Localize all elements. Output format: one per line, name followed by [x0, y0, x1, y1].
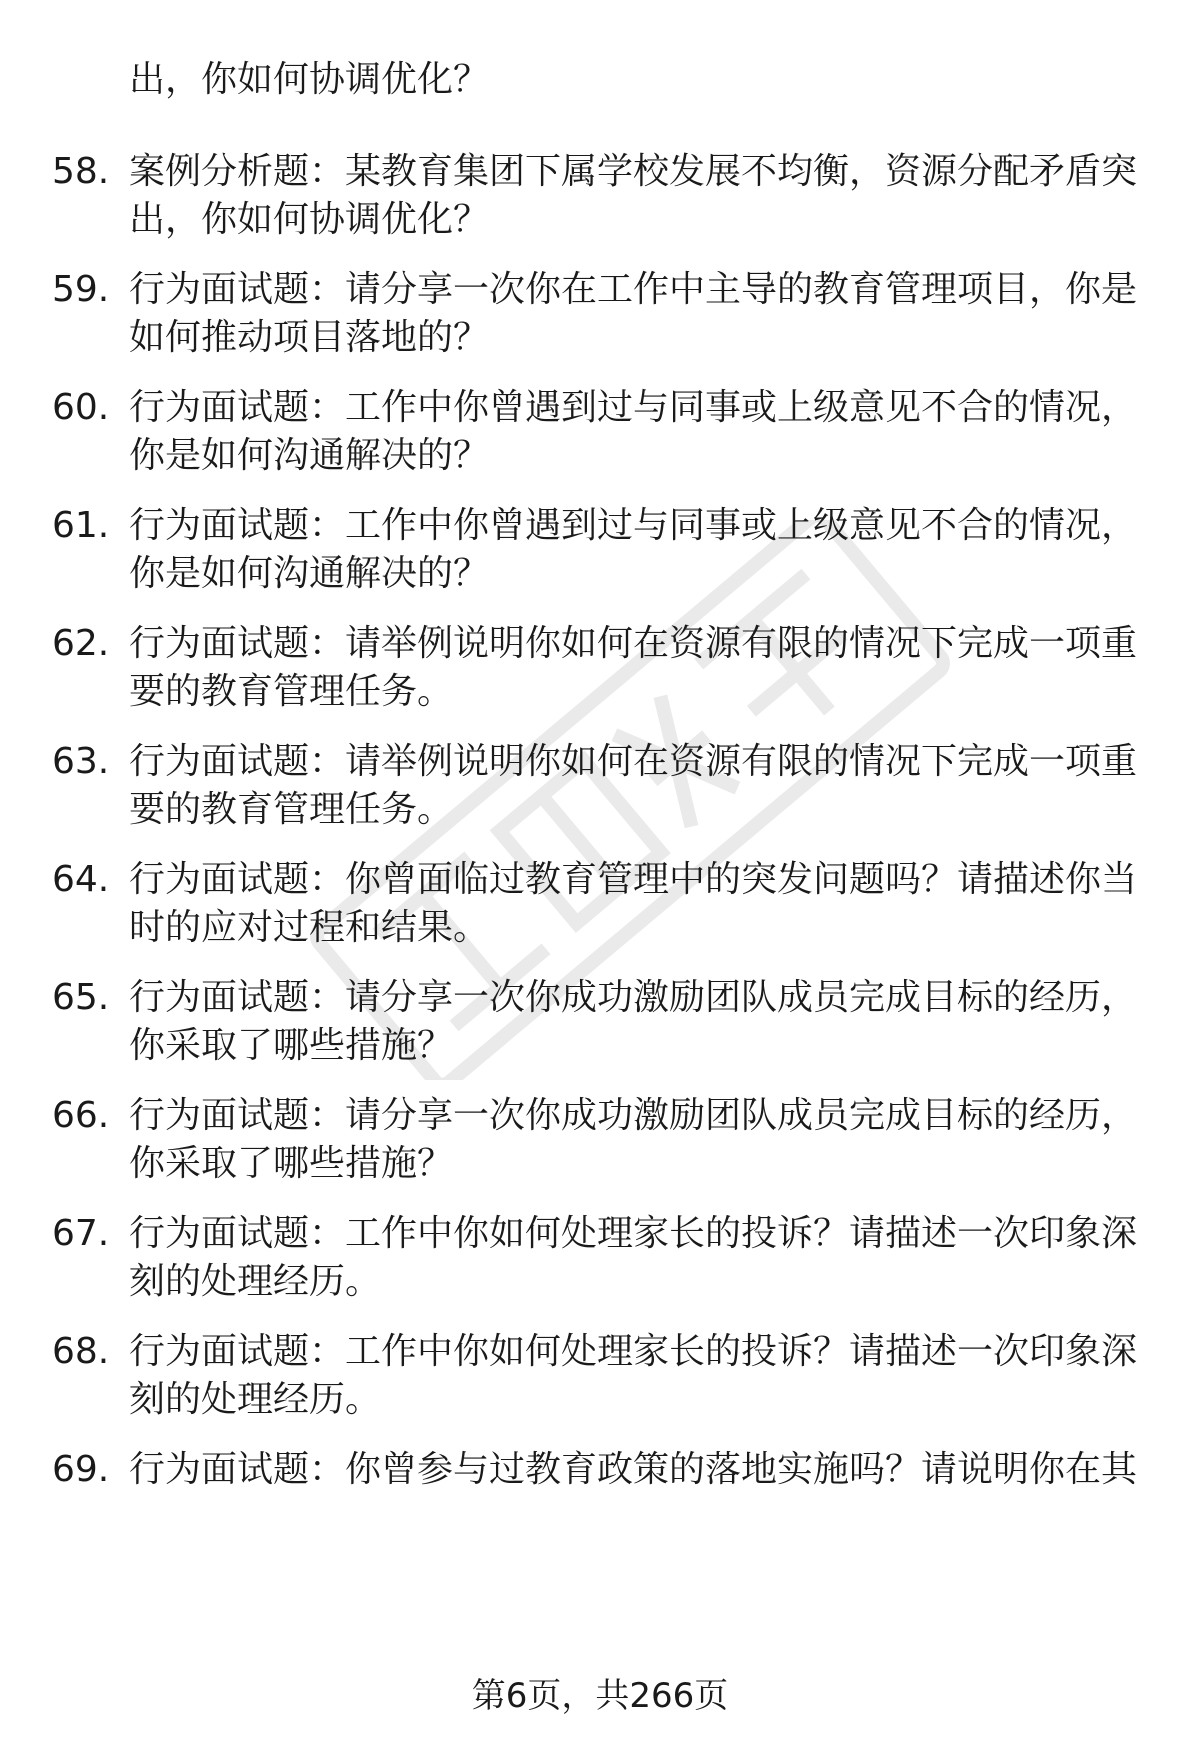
question-text: [129, 738, 1139, 834]
list-item: [0, 974, 1200, 1074]
question-text-line: 你是如何沟通解决的？: [129, 553, 490, 594]
question-text: [129, 1092, 1139, 1188]
question-text: [129, 502, 1139, 598]
question-text-line: 要的教育管理任务。: [129, 671, 454, 712]
question-text-line: 你采取了哪些措施？: [129, 1025, 454, 1066]
question-text: [129, 856, 1139, 952]
question-text-line: 行为面试题：你曾面临过教育管理中的突发问题吗？请描述你当: [129, 859, 1138, 900]
list-item: [0, 620, 1200, 720]
question-text: [129, 1446, 1139, 1494]
list-item: [0, 148, 1200, 248]
question-text-line: 行为面试题：工作中你如何处理家长的投诉？请描述一次印象深: [129, 1213, 1138, 1254]
question-text-line: 案例分析题：某教育集团下属学校发展不均衡，资源分配矛盾突: [129, 151, 1138, 192]
question-number: 62.: [52, 623, 110, 664]
list-item: [0, 1210, 1200, 1310]
question-text-line: 刻的处理经历。: [129, 1261, 382, 1302]
list-item: [0, 1328, 1200, 1428]
question-text: [129, 384, 1139, 480]
question-text-line: 出，你如何协调优化？: [129, 199, 490, 240]
list-item: [0, 738, 1200, 838]
question-text-line: 如何推动项目落地的？: [129, 317, 490, 358]
question-text-line: 行为面试题：工作中你如何处理家长的投诉？请描述一次印象深: [129, 1331, 1138, 1372]
list-item: [0, 1446, 1200, 1546]
question-text: [129, 974, 1139, 1070]
page-footer: 第6页，共266页: [471, 1676, 729, 1716]
list-item: [0, 502, 1200, 602]
question-text: [129, 148, 1139, 244]
question-number: 68.: [52, 1331, 110, 1372]
question-number: 60.: [52, 387, 110, 428]
question-text-line: 你是如何沟通解决的？: [129, 435, 490, 476]
question-number: 63.: [52, 741, 110, 782]
question-text-line: 行为面试题：请举例说明你如何在资源有限的情况下完成一项重: [129, 623, 1138, 664]
question-text-line: 行为面试题：请分享一次你成功激励团队成员完成目标的经历，: [129, 1095, 1138, 1136]
question-text-line: 行为面试题：请分享一次你在工作中主导的教育管理项目，你是: [129, 269, 1138, 310]
question-number: 61.: [52, 505, 110, 546]
question-text-line: 你采取了哪些措施？: [129, 1143, 454, 1184]
question-text: [129, 620, 1139, 716]
question-text-line: 行为面试题：工作中你曾遇到过与同事或上级意见不合的情况，: [129, 387, 1138, 428]
continuation-line: 出，你如何协调优化？: [129, 59, 490, 100]
question-text-line: 行为面试题：工作中你曾遇到过与同事或上级意见不合的情况，: [129, 505, 1138, 546]
question-number: 66.: [52, 1095, 110, 1136]
question-number: 64.: [52, 859, 110, 900]
question-number: 59.: [52, 269, 110, 310]
list-item: [0, 856, 1200, 956]
question-text: [129, 1328, 1139, 1424]
question-text-line: 行为面试题：你曾参与过教育政策的落地实施吗？请说明你在其: [129, 1449, 1138, 1490]
list-item: [0, 1092, 1200, 1192]
question-text-line: 行为面试题：请分享一次你成功激励团队成员完成目标的经历，: [129, 977, 1138, 1018]
list-item: [0, 384, 1200, 484]
question-number: 67.: [52, 1213, 110, 1254]
question-text-line: 时的应对过程和结果。: [129, 907, 490, 948]
question-text: [129, 266, 1139, 362]
question-number: 65.: [52, 977, 110, 1018]
question-text-line: 行为面试题：请举例说明你如何在资源有限的情况下完成一项重: [129, 741, 1138, 782]
list-item: [0, 266, 1200, 366]
question-text-line: 刻的处理经历。: [129, 1379, 382, 1420]
question-number: 58.: [52, 151, 110, 192]
question-text-line: 要的教育管理任务。: [129, 789, 454, 830]
question-number: 69.: [52, 1449, 110, 1490]
question-text: [129, 1210, 1139, 1306]
